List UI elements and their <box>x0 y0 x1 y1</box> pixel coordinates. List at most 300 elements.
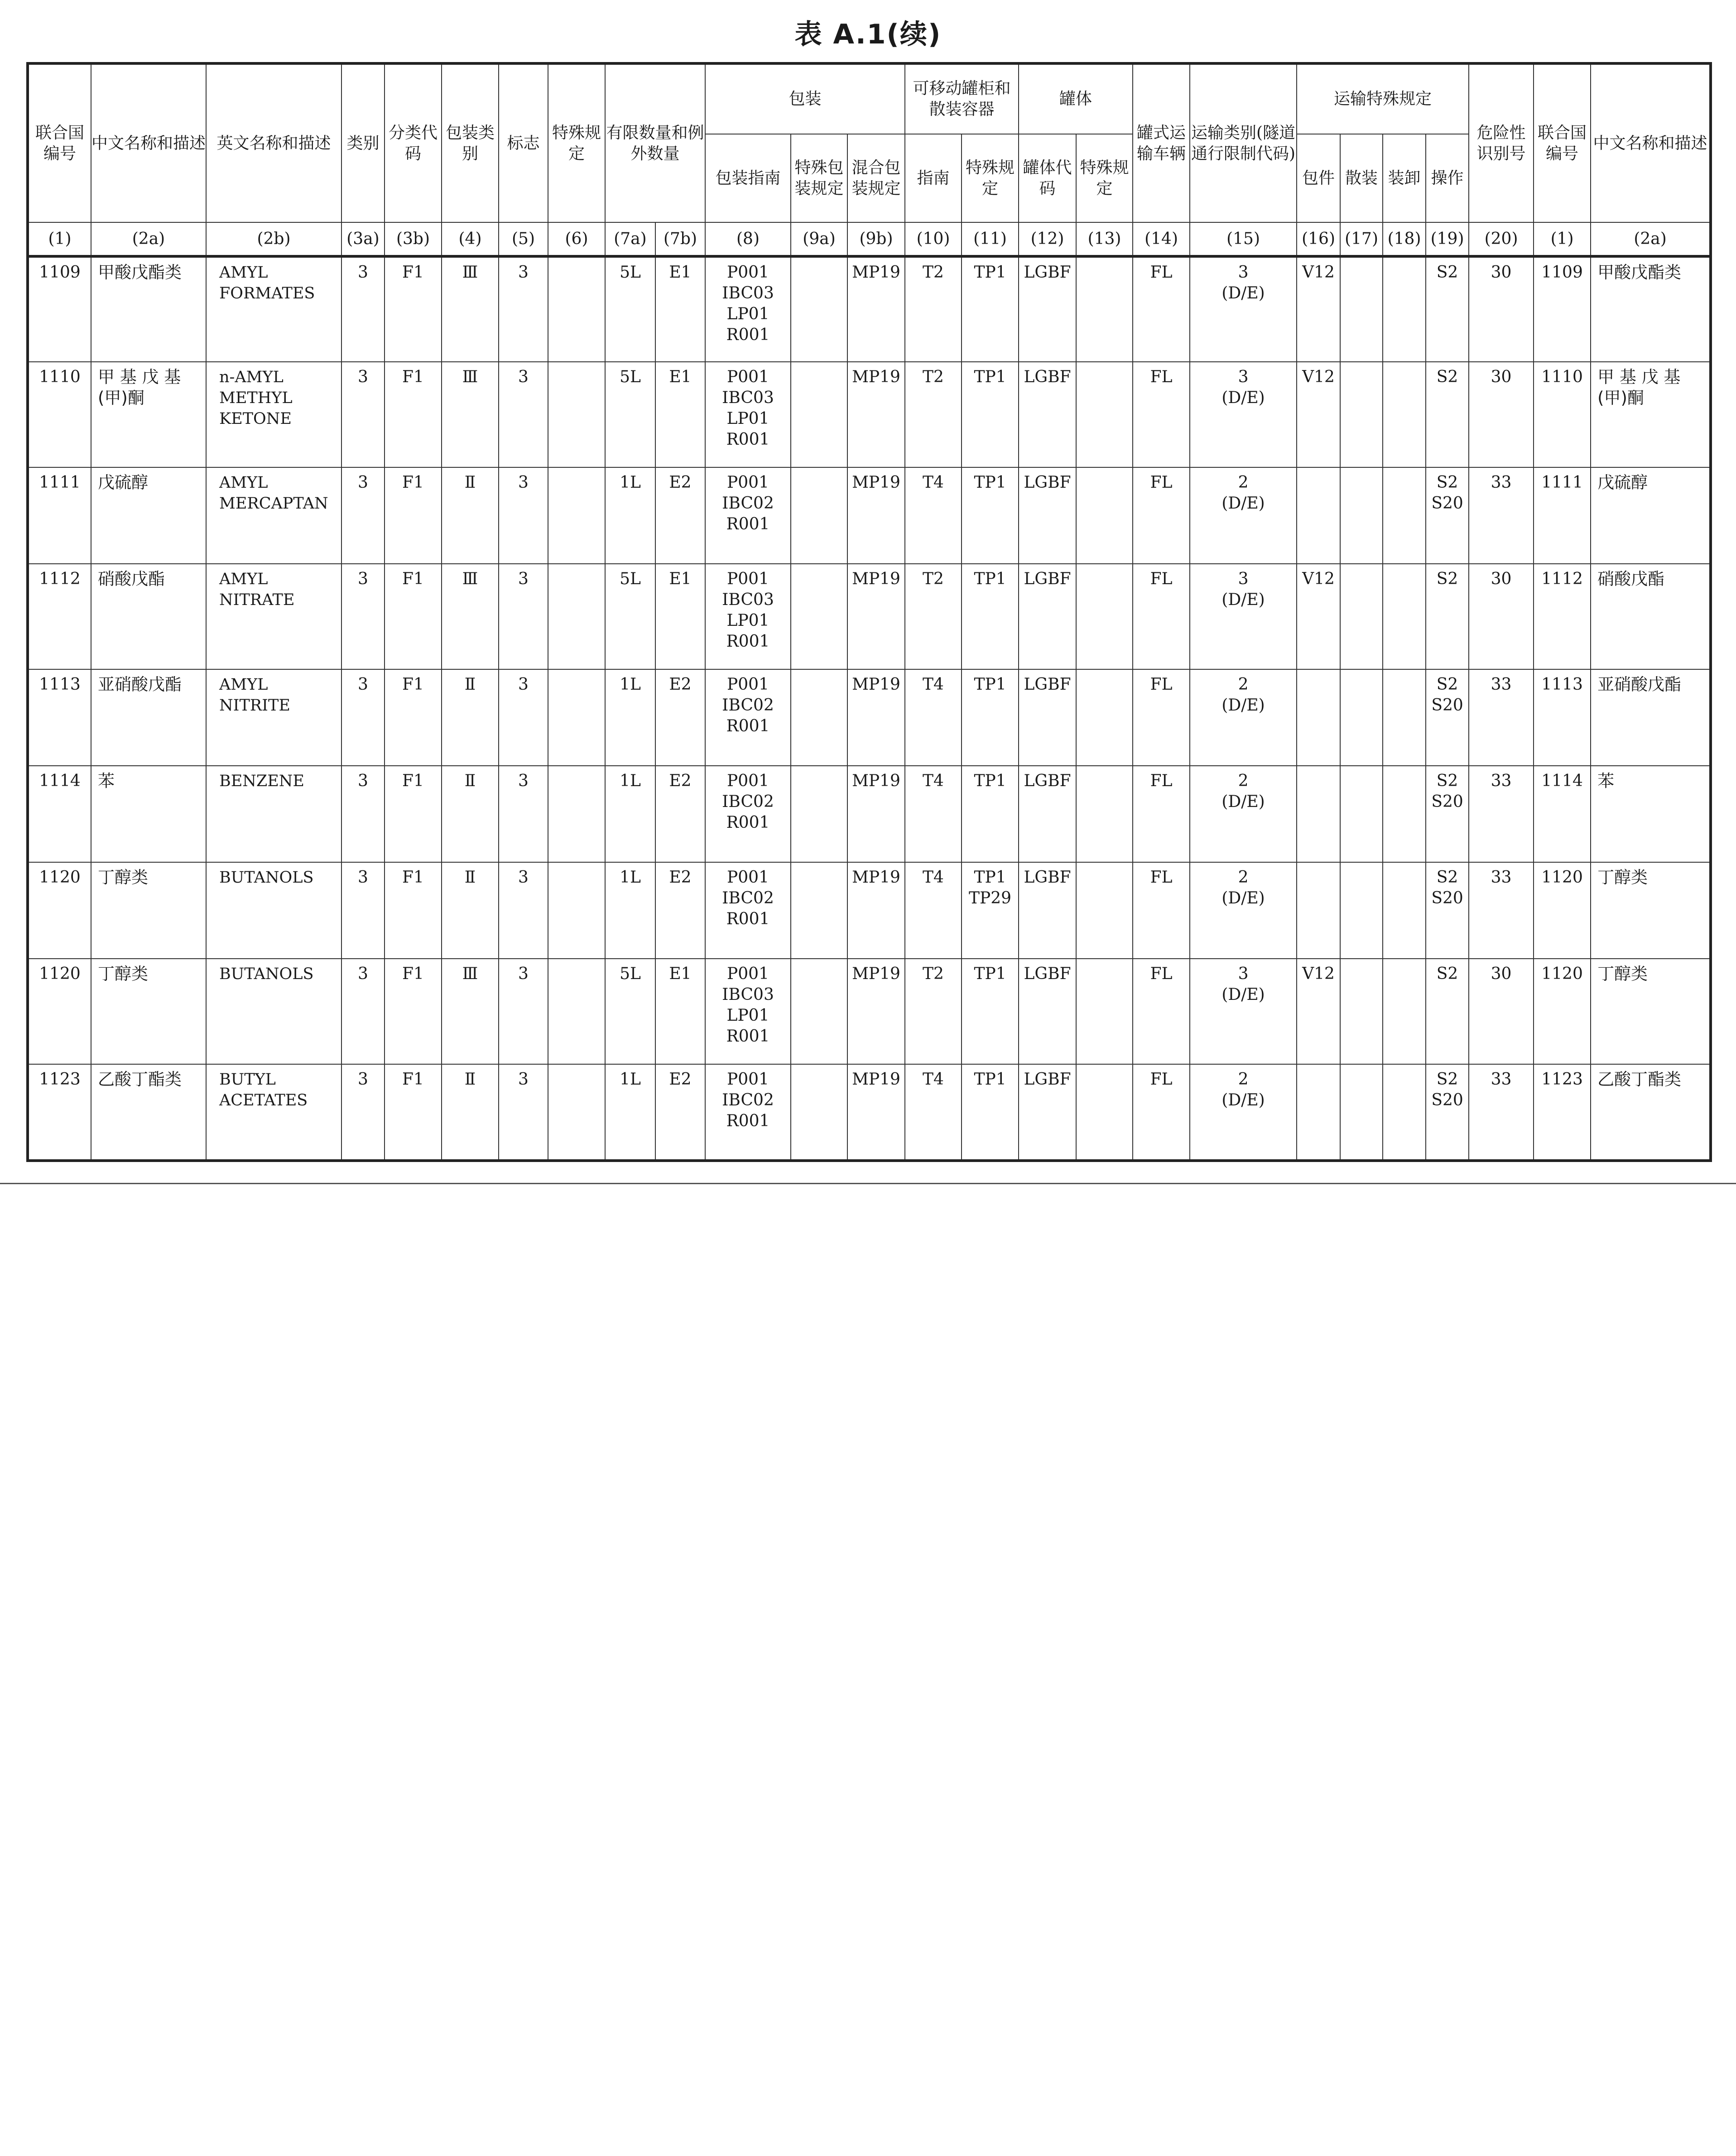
cell-line: P001 <box>727 473 769 492</box>
cell-name-cn-right: 甲 基 戊 基(甲)酮 <box>1591 362 1711 467</box>
cell-name-cn: 丁醇类 <box>91 862 206 959</box>
header-special-provisions: 特殊规定 <box>548 63 605 222</box>
column-number: (9a) <box>791 222 847 256</box>
cell-line: S2 <box>1436 772 1458 790</box>
column-number: (14) <box>1133 222 1190 256</box>
cell-line: AMYL <box>219 676 268 694</box>
column-number: (8) <box>705 222 791 256</box>
cell-tank-code: LGBF <box>1019 1064 1076 1161</box>
cell-excepted-qty: E2 <box>655 669 705 766</box>
cell-line: LP01 <box>726 409 769 428</box>
cell-line: (D/E) <box>1221 889 1265 908</box>
cell-pt-instructions: T2 <box>905 256 962 362</box>
cell-un-number: 1113 <box>28 669 91 766</box>
cell-special-bulk <box>1340 669 1383 766</box>
cell-tank-vehicle: FL <box>1133 256 1190 362</box>
table-row <box>28 256 1711 362</box>
cell-special-operation <box>1426 467 1469 564</box>
cell-name-cn: 甲酸戊酯类 <box>91 256 206 362</box>
header-packages: 包件 <box>1297 134 1340 222</box>
cell-name-en <box>206 959 341 1064</box>
cell-name-en <box>206 467 341 564</box>
cell-transport-category <box>1190 467 1297 564</box>
cell-name-cn: 亚硝酸戊酯 <box>91 669 206 766</box>
cell-packaging-instructions <box>705 256 791 362</box>
cell-un-number-right: 1120 <box>1534 862 1591 959</box>
cell-pt-instructions: T2 <box>905 362 962 467</box>
cell-hazard-id: 33 <box>1469 1064 1534 1161</box>
cell-limited-qty: 5L <box>605 362 655 467</box>
cell-class-code: F1 <box>385 669 442 766</box>
cell-transport-category <box>1190 862 1297 959</box>
cell-mixed-packing: MP19 <box>847 766 905 862</box>
column-number: (4) <box>442 222 499 256</box>
cell-name-cn: 乙酸丁酯类 <box>91 1064 206 1161</box>
cell-tank-vehicle: FL <box>1133 862 1190 959</box>
dangerous-goods-table-container <box>26 62 1711 1162</box>
column-number: (2a) <box>1591 222 1711 256</box>
column-number: (15) <box>1190 222 1297 256</box>
cell-line: S20 <box>1431 1091 1463 1109</box>
cell-tank-vehicle: FL <box>1133 1064 1190 1161</box>
table-header <box>28 63 1711 256</box>
column-number: (5) <box>499 222 548 256</box>
cell-excepted-qty: E1 <box>655 256 705 362</box>
cell-special-operation <box>1426 362 1469 467</box>
cell-special-packing <box>791 669 847 766</box>
cell-line: ACETATES <box>219 1091 308 1109</box>
table-row <box>28 959 1711 1064</box>
cell-excepted-qty: E1 <box>655 959 705 1064</box>
header-mixed-packing: 混合包装规定 <box>847 134 905 222</box>
cell-mixed-packing: MP19 <box>847 1064 905 1161</box>
cell-line: AMYL <box>219 570 268 588</box>
cell-tank-vehicle: FL <box>1133 766 1190 862</box>
column-number: (7b) <box>655 222 705 256</box>
cell-tank-special <box>1076 564 1133 669</box>
cell-tank-special <box>1076 256 1133 362</box>
cell-name-cn-right: 亚硝酸戊酯 <box>1591 669 1711 766</box>
cell-line: S2 <box>1436 675 1458 694</box>
cell-tank-code: LGBF <box>1019 766 1076 862</box>
header-limited-qty: 有限数量和例外数量 <box>605 63 705 222</box>
cell-tank-vehicle: FL <box>1133 467 1190 564</box>
cell-special-bulk <box>1340 362 1383 467</box>
cell-packing-group: Ⅲ <box>442 362 499 467</box>
cell-line: TP1 <box>974 868 1006 887</box>
cell-packing-group: Ⅲ <box>442 564 499 669</box>
cell-line: FORMATES <box>219 284 315 303</box>
cell-packaging-instructions <box>705 669 791 766</box>
cell-name-cn: 丁醇类 <box>91 959 206 1064</box>
cell-line: LP01 <box>726 305 769 323</box>
cell-class: 3 <box>341 256 385 362</box>
cell-special-packing <box>791 766 847 862</box>
cell-line: TP1 <box>974 473 1006 492</box>
cell-line: 2 <box>1238 473 1249 492</box>
cell-special-packages <box>1297 766 1340 862</box>
cell-packing-group: Ⅱ <box>442 862 499 959</box>
cell-pt-special <box>962 467 1019 564</box>
cell-packaging-instructions <box>705 959 791 1064</box>
cell-special-bulk <box>1340 467 1383 564</box>
cell-special-loading <box>1383 362 1426 467</box>
table-row <box>28 467 1711 564</box>
cell-tank-code: LGBF <box>1019 669 1076 766</box>
cell-name-en <box>206 256 341 362</box>
cell-class: 3 <box>341 467 385 564</box>
cell-packaging-instructions <box>705 766 791 862</box>
cell-pt-special <box>962 959 1019 1064</box>
cell-pt-special <box>962 256 1019 362</box>
cell-tank-code: LGBF <box>1019 467 1076 564</box>
cell-line: P001 <box>727 570 769 588</box>
column-number: (18) <box>1383 222 1426 256</box>
cell-class: 3 <box>341 564 385 669</box>
table-row <box>28 862 1711 959</box>
cell-packing-group: Ⅲ <box>442 256 499 362</box>
cell-tank-special <box>1076 766 1133 862</box>
cell-line: IBC02 <box>722 1091 774 1109</box>
dangerous-goods-table <box>26 62 1712 1162</box>
cell-special-provisions <box>548 362 605 467</box>
header-loading: 装卸 <box>1383 134 1426 222</box>
cell-line: 3 <box>1238 368 1249 386</box>
cell-line: P001 <box>727 675 769 694</box>
cell-line: IBC03 <box>722 389 774 407</box>
cell-special-packages <box>1297 862 1340 959</box>
cell-class-code: F1 <box>385 959 442 1064</box>
cell-line: R001 <box>726 515 770 533</box>
cell-line: 2 <box>1238 1070 1249 1089</box>
cell-un-number: 1120 <box>28 862 91 959</box>
cell-transport-category <box>1190 959 1297 1064</box>
header-name-en: 英文名称和描述 <box>206 63 341 222</box>
cell-hazard-id: 33 <box>1469 766 1534 862</box>
cell-un-number: 1112 <box>28 564 91 669</box>
cell-name-cn-right: 丁醇类 <box>1591 959 1711 1064</box>
cell-un-number: 1120 <box>28 959 91 1064</box>
cell-special-bulk <box>1340 862 1383 959</box>
cell-limited-qty: 1L <box>605 862 655 959</box>
cell-line: S2 <box>1436 263 1458 282</box>
cell-line: P001 <box>727 868 769 887</box>
cell-un-number-right: 1112 <box>1534 564 1591 669</box>
column-number: (7a) <box>605 222 655 256</box>
cell-tank-code: LGBF <box>1019 959 1076 1064</box>
cell-mixed-packing: MP19 <box>847 862 905 959</box>
cell-line: (D/E) <box>1221 389 1265 407</box>
cell-line: (D/E) <box>1221 985 1265 1004</box>
cell-hazard-id: 33 <box>1469 862 1534 959</box>
cell-pt-instructions: T4 <box>905 467 962 564</box>
table-row <box>28 362 1711 467</box>
header-bulk: 散装 <box>1340 134 1383 222</box>
cell-mixed-packing: MP19 <box>847 256 905 362</box>
cell-un-number-right: 1120 <box>1534 959 1591 1064</box>
cell-transport-category <box>1190 766 1297 862</box>
cell-packing-group: Ⅱ <box>442 1064 499 1161</box>
cell-excepted-qty: E2 <box>655 1064 705 1161</box>
cell-un-number: 1114 <box>28 766 91 862</box>
cell-line: TP1 <box>974 772 1006 790</box>
cell-excepted-qty: E2 <box>655 766 705 862</box>
cell-line: BUTYL <box>219 1071 276 1089</box>
cell-limited-qty: 5L <box>605 564 655 669</box>
header-name-cn: 中文名称和描述 <box>91 63 206 222</box>
cell-pt-instructions: T4 <box>905 1064 962 1161</box>
cell-special-packages: V12 <box>1297 959 1340 1064</box>
cell-line: NITRATE <box>219 591 295 609</box>
cell-name-en <box>206 362 341 467</box>
cell-special-loading <box>1383 1064 1426 1161</box>
cell-name-en <box>206 564 341 669</box>
cell-tank-special <box>1076 1064 1133 1161</box>
cell-tank-special <box>1076 362 1133 467</box>
cell-special-loading <box>1383 959 1426 1064</box>
column-number: (13) <box>1076 222 1133 256</box>
cell-line: TP29 <box>969 889 1012 908</box>
cell-line: 3 <box>1238 263 1249 282</box>
cell-special-provisions <box>548 467 605 564</box>
cell-hazard-id: 30 <box>1469 256 1534 362</box>
cell-line: S2 <box>1436 868 1458 887</box>
cell-name-cn-right: 戊硫醇 <box>1591 467 1711 564</box>
cell-transport-category <box>1190 669 1297 766</box>
column-number: (3a) <box>341 222 385 256</box>
column-number: (20) <box>1469 222 1534 256</box>
table-row <box>28 766 1711 862</box>
cell-special-packing <box>791 959 847 1064</box>
cell-tank-code: LGBF <box>1019 862 1076 959</box>
cell-line: 3 <box>1238 570 1249 588</box>
cell-tank-code: LGBF <box>1019 256 1076 362</box>
header-tank: 罐体 <box>1019 63 1133 134</box>
cell-class-code: F1 <box>385 467 442 564</box>
cell-label: 3 <box>499 564 548 669</box>
cell-un-number-right: 1123 <box>1534 1064 1591 1161</box>
cell-packaging-instructions <box>705 362 791 467</box>
cell-line: TP1 <box>974 368 1006 386</box>
cell-label: 3 <box>499 766 548 862</box>
cell-un-number-right: 1110 <box>1534 362 1591 467</box>
cell-special-packing <box>791 362 847 467</box>
cell-line: 2 <box>1238 772 1249 790</box>
cell-un-number-right: 1111 <box>1534 467 1591 564</box>
cell-excepted-qty: E2 <box>655 467 705 564</box>
cell-mixed-packing: MP19 <box>847 564 905 669</box>
header-packaging-instructions: 包装指南 <box>705 134 791 222</box>
header-class-code: 分类代码 <box>385 63 442 222</box>
cell-special-packages: V12 <box>1297 362 1340 467</box>
header-un-no: 联合国编号 <box>28 63 91 222</box>
cell-limited-qty: 1L <box>605 669 655 766</box>
cell-line: P001 <box>727 965 769 983</box>
cell-special-operation <box>1426 1064 1469 1161</box>
cell-name-cn-right: 甲酸戊酯类 <box>1591 256 1711 362</box>
cell-packing-group: Ⅱ <box>442 467 499 564</box>
cell-pt-instructions: T4 <box>905 766 962 862</box>
cell-un-number: 1110 <box>28 362 91 467</box>
cell-pt-special <box>962 766 1019 862</box>
cell-name-cn-right: 乙酸丁酯类 <box>1591 1064 1711 1161</box>
cell-pt-instructions: T2 <box>905 959 962 1064</box>
cell-special-operation <box>1426 959 1469 1064</box>
column-number: (12) <box>1019 222 1076 256</box>
cell-line: R001 <box>726 1027 770 1046</box>
column-number: (6) <box>548 222 605 256</box>
header-packing-group: 包装类别 <box>442 63 499 222</box>
cell-name-en <box>206 862 341 959</box>
cell-packaging-instructions <box>705 467 791 564</box>
cell-transport-category <box>1190 256 1297 362</box>
cell-line: S20 <box>1431 696 1463 715</box>
cell-line: 2 <box>1238 675 1249 694</box>
cell-line: S2 <box>1436 1070 1458 1089</box>
cell-line: TP1 <box>974 675 1006 694</box>
header-transport-special: 运输特殊规定 <box>1297 63 1469 134</box>
cell-special-bulk <box>1340 766 1383 862</box>
header-hazard-id: 危险性识别号 <box>1469 63 1534 222</box>
cell-special-loading <box>1383 564 1426 669</box>
cell-limited-qty: 1L <box>605 766 655 862</box>
cell-line: S20 <box>1431 792 1463 811</box>
cell-tank-special <box>1076 862 1133 959</box>
column-number: (9b) <box>847 222 905 256</box>
header-label: 标志 <box>499 63 548 222</box>
cell-special-bulk <box>1340 959 1383 1064</box>
cell-tank-special <box>1076 467 1133 564</box>
column-number: (2a) <box>91 222 206 256</box>
header-name-cn-right: 中文名称和描述 <box>1591 63 1711 222</box>
cell-special-packing <box>791 564 847 669</box>
cell-name-en <box>206 1064 341 1161</box>
cell-line: R001 <box>726 717 770 735</box>
cell-tank-vehicle: FL <box>1133 959 1190 1064</box>
column-number-row <box>28 222 1711 256</box>
cell-pt-special <box>962 1064 1019 1161</box>
cell-transport-category <box>1190 564 1297 669</box>
cell-line: P001 <box>727 1070 769 1089</box>
cell-line: TP1 <box>974 965 1006 983</box>
cell-line: S2 <box>1436 965 1458 983</box>
cell-line: (D/E) <box>1221 792 1265 811</box>
cell-special-provisions <box>548 766 605 862</box>
cell-class: 3 <box>341 669 385 766</box>
cell-name-en <box>206 669 341 766</box>
cell-name-cn-right: 硝酸戊酯 <box>1591 564 1711 669</box>
column-number: (1) <box>1534 222 1591 256</box>
cell-class-code: F1 <box>385 256 442 362</box>
cell-line: S20 <box>1431 889 1463 908</box>
cell-line: KETONE <box>219 410 292 428</box>
cell-class-code: F1 <box>385 766 442 862</box>
cell-special-provisions <box>548 256 605 362</box>
cell-special-packing <box>791 467 847 564</box>
cell-line: (D/E) <box>1221 494 1265 513</box>
column-number: (3b) <box>385 222 442 256</box>
cell-special-packing <box>791 1064 847 1161</box>
cell-line: TP1 <box>974 1070 1006 1089</box>
header-pt-special: 特殊规定 <box>962 134 1019 222</box>
header-transport-category: 运输类别(隧道通行限制代码) <box>1190 63 1297 222</box>
cell-pt-instructions: T2 <box>905 564 962 669</box>
cell-tank-code: LGBF <box>1019 362 1076 467</box>
column-number: (16) <box>1297 222 1340 256</box>
table-row <box>28 1064 1711 1161</box>
table-body <box>28 256 1711 1161</box>
header-class: 类别 <box>341 63 385 222</box>
cell-excepted-qty: E2 <box>655 862 705 959</box>
cell-limited-qty: 1L <box>605 467 655 564</box>
cell-limited-qty: 5L <box>605 959 655 1064</box>
cell-pt-instructions: T4 <box>905 862 962 959</box>
cell-un-number: 1123 <box>28 1064 91 1161</box>
cell-packing-group: Ⅱ <box>442 766 499 862</box>
cell-tank-vehicle: FL <box>1133 669 1190 766</box>
cell-line: IBC02 <box>722 696 774 715</box>
cell-line: S2 <box>1436 473 1458 492</box>
cell-line: (D/E) <box>1221 284 1265 303</box>
cell-line: S2 <box>1436 368 1458 386</box>
cell-class-code: F1 <box>385 862 442 959</box>
header-operation: 操作 <box>1426 134 1469 222</box>
cell-special-loading <box>1383 256 1426 362</box>
header-row-1 <box>28 63 1711 134</box>
cell-special-packages: V12 <box>1297 256 1340 362</box>
cell-special-bulk <box>1340 1064 1383 1161</box>
cell-line: IBC02 <box>722 792 774 811</box>
cell-name-cn: 苯 <box>91 766 206 862</box>
column-number: (10) <box>905 222 962 256</box>
cell-tank-special <box>1076 669 1133 766</box>
cell-class-code: F1 <box>385 362 442 467</box>
page-title: 表 A.1(续) <box>794 19 942 50</box>
cell-special-packing <box>791 256 847 362</box>
cell-line: TP1 <box>974 570 1006 588</box>
cell-line: R001 <box>726 326 770 344</box>
cell-special-provisions <box>548 669 605 766</box>
cell-tank-vehicle: FL <box>1133 564 1190 669</box>
cell-line: LP01 <box>726 611 769 630</box>
cell-line: TP1 <box>974 263 1006 282</box>
cell-mixed-packing: MP19 <box>847 362 905 467</box>
cell-special-loading <box>1383 862 1426 959</box>
cell-class: 3 <box>341 1064 385 1161</box>
cell-special-packing <box>791 862 847 959</box>
cell-limited-qty: 5L <box>605 256 655 362</box>
cell-special-operation <box>1426 862 1469 959</box>
table-row <box>28 669 1711 766</box>
cell-mixed-packing: MP19 <box>847 669 905 766</box>
cell-name-en <box>206 766 341 862</box>
header-pt-instructions: 指南 <box>905 134 962 222</box>
cell-class: 3 <box>341 862 385 959</box>
cell-excepted-qty: E1 <box>655 564 705 669</box>
cell-name-cn-right: 丁醇类 <box>1591 862 1711 959</box>
header-portable-tank: 可移动罐柜和散装容器 <box>905 63 1019 134</box>
cell-tank-special <box>1076 959 1133 1064</box>
cell-line: n-AMYL <box>219 368 284 386</box>
column-number: (19) <box>1426 222 1469 256</box>
cell-line: IBC02 <box>722 494 774 513</box>
cell-name-cn: 戊硫醇 <box>91 467 206 564</box>
table-row <box>28 564 1711 669</box>
cell-packaging-instructions <box>705 862 791 959</box>
header-tank-code: 罐体代码 <box>1019 134 1076 222</box>
cell-un-number-right: 1113 <box>1534 669 1591 766</box>
cell-line: IBC02 <box>722 889 774 908</box>
